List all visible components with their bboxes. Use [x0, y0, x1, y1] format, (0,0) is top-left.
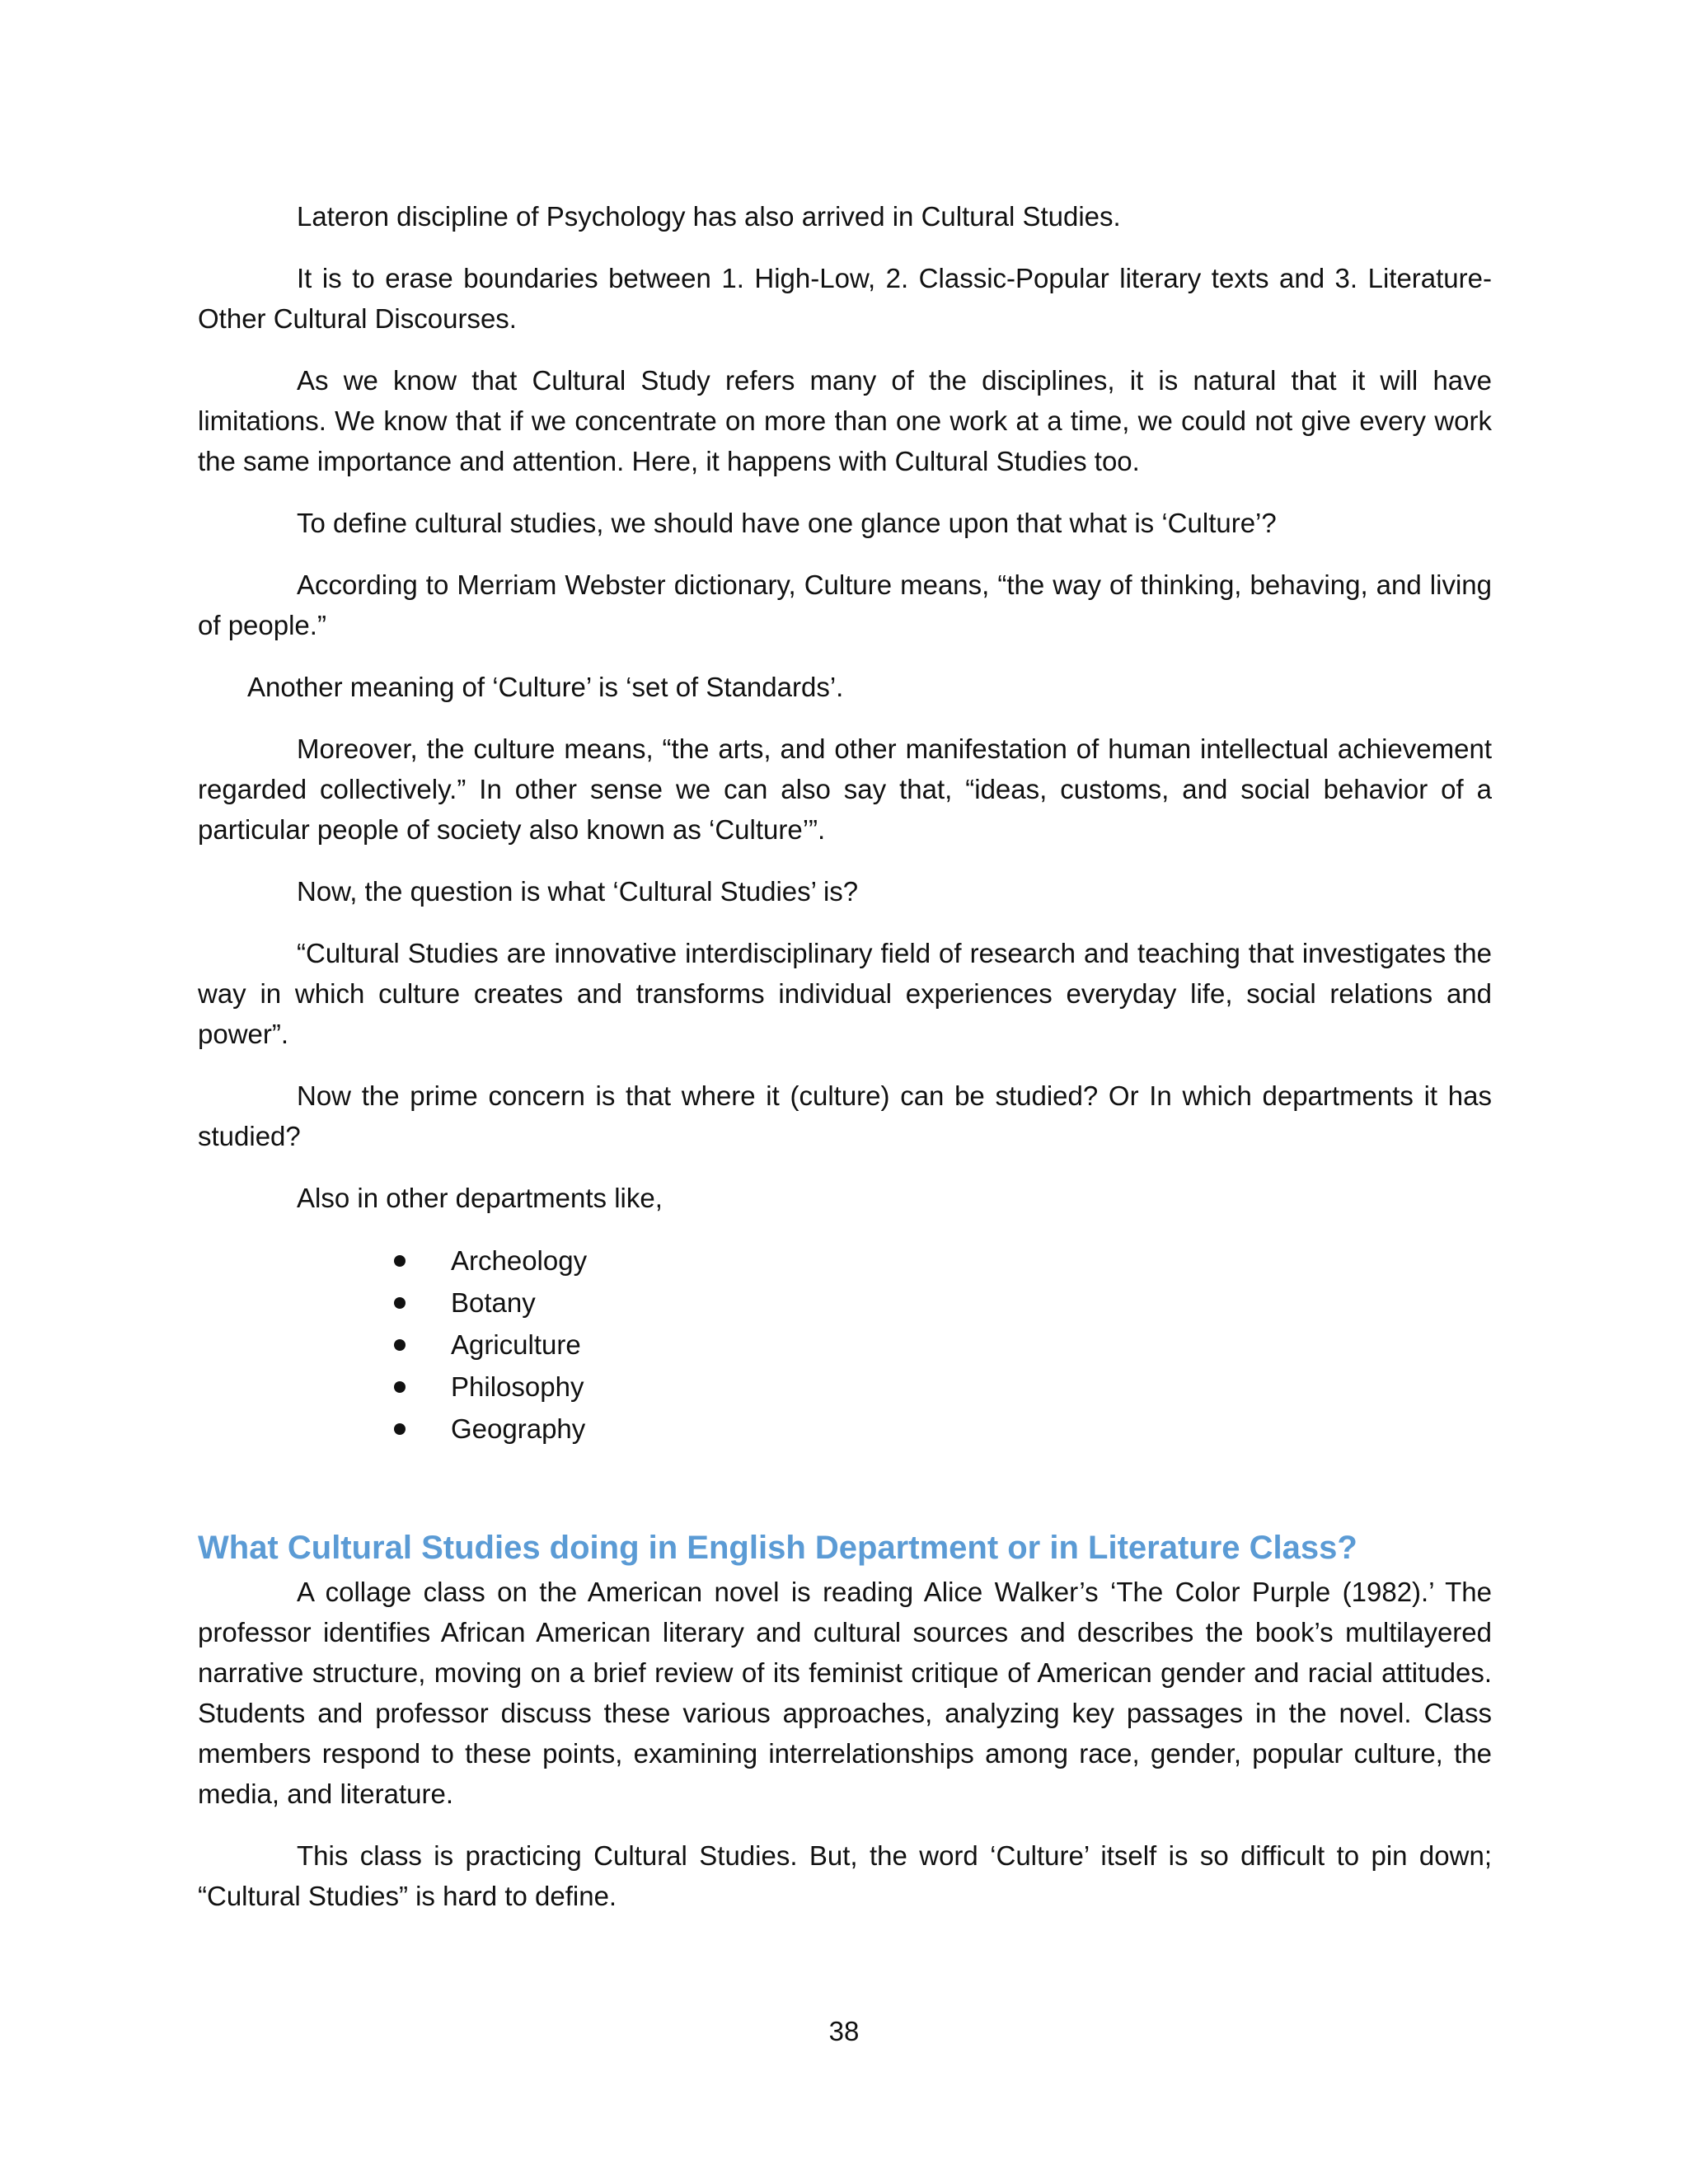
section-heading: What Cultural Studies doing in English Department or in Literature Class?: [198, 1530, 1357, 1566]
bullet-icon: [394, 1255, 406, 1267]
paragraph: Now the prime concern is that where it (culture) can be studied? Or In which departments it has studied?: [198, 1080, 1492, 1151]
paragraph: This class is practicing Cultural Studies. But, the word ‘Culture’ itself is so difficult to pin down; “Cultural Studies” is hard to define.: [198, 1840, 1492, 1911]
departments-list: [198, 1240, 1492, 1450]
bullet-icon: [394, 1339, 406, 1351]
list-item-label: Philosophy: [451, 1371, 584, 1402]
paragraph: A collage class on the American novel is reading Alice Walker’s ‘The Color Purple (1982).’ The professor identifies African American literary and cultural sources and describes the book’s multilayered narrative structure, moving on a brief review of its feminist critique of American gender and racial attitudes. Students and professor discuss these various approaches, analyzing key passages in the novel. Class members respond to these points, examining interrelationships among race, gender, popular culture, the media, and literature.: [198, 1577, 1492, 1809]
paragraph: Lateron discipline of Psychology has also arrived in Cultural Studies.: [297, 201, 1121, 232]
paragraph: According to Merriam Webster dictionary, Culture means, “the way of thinking, behaving, and living of people.”: [198, 569, 1492, 640]
paragraph: Also in other departments like,: [297, 1183, 663, 1213]
page-content: [198, 196, 1492, 1938]
paragraph: As we know that Cultural Study refers many of the disciplines, it is natural that it will have limitations. We know that if we concentrate on more than one work at a time, we could not give every work the same importance and attention. Here, it happens with Cultural Studies too.: [198, 365, 1492, 476]
list-item-label: Agriculture: [451, 1329, 581, 1360]
list-item: [198, 1240, 1492, 1282]
bullet-icon: [394, 1381, 406, 1393]
list-item-label: Botany: [451, 1287, 536, 1318]
paragraph: Now, the question is what ‘Cultural Studies’ is?: [297, 876, 859, 907]
paragraph: Another meaning of ‘Culture’ is ‘set of Standards’.: [247, 672, 844, 702]
bullet-icon: [394, 1423, 406, 1435]
list-item: [198, 1408, 1492, 1450]
paragraph: Moreover, the culture means, “the arts, and other manifestation of human intellectual achievement regarded collectively.” In other sense we can also say that, “ideas, customs, and social behavior of a particular people of society also known as ‘Culture’”.: [198, 733, 1492, 845]
list-item-label: Geography: [451, 1413, 586, 1444]
bullet-icon: [394, 1297, 406, 1309]
list-item-label: Archeology: [451, 1245, 588, 1276]
page-number: 38: [828, 2016, 860, 2046]
paragraph: “Cultural Studies are innovative interdisciplinary field of research and teaching that investigates the way in which culture creates and transforms individual experiences everyday life, social relations and power”.: [198, 938, 1492, 1049]
paragraph: To define cultural studies, we should have one glance upon that what is ‘Culture’?: [297, 508, 1277, 538]
list-item: [198, 1282, 1492, 1324]
paragraph: It is to erase boundaries between 1. High-Low, 2. Classic-Popular literary texts and 3. Literature-Other Cultural Discourses.: [198, 263, 1492, 334]
list-item: [198, 1324, 1492, 1366]
list-item: [198, 1366, 1492, 1408]
